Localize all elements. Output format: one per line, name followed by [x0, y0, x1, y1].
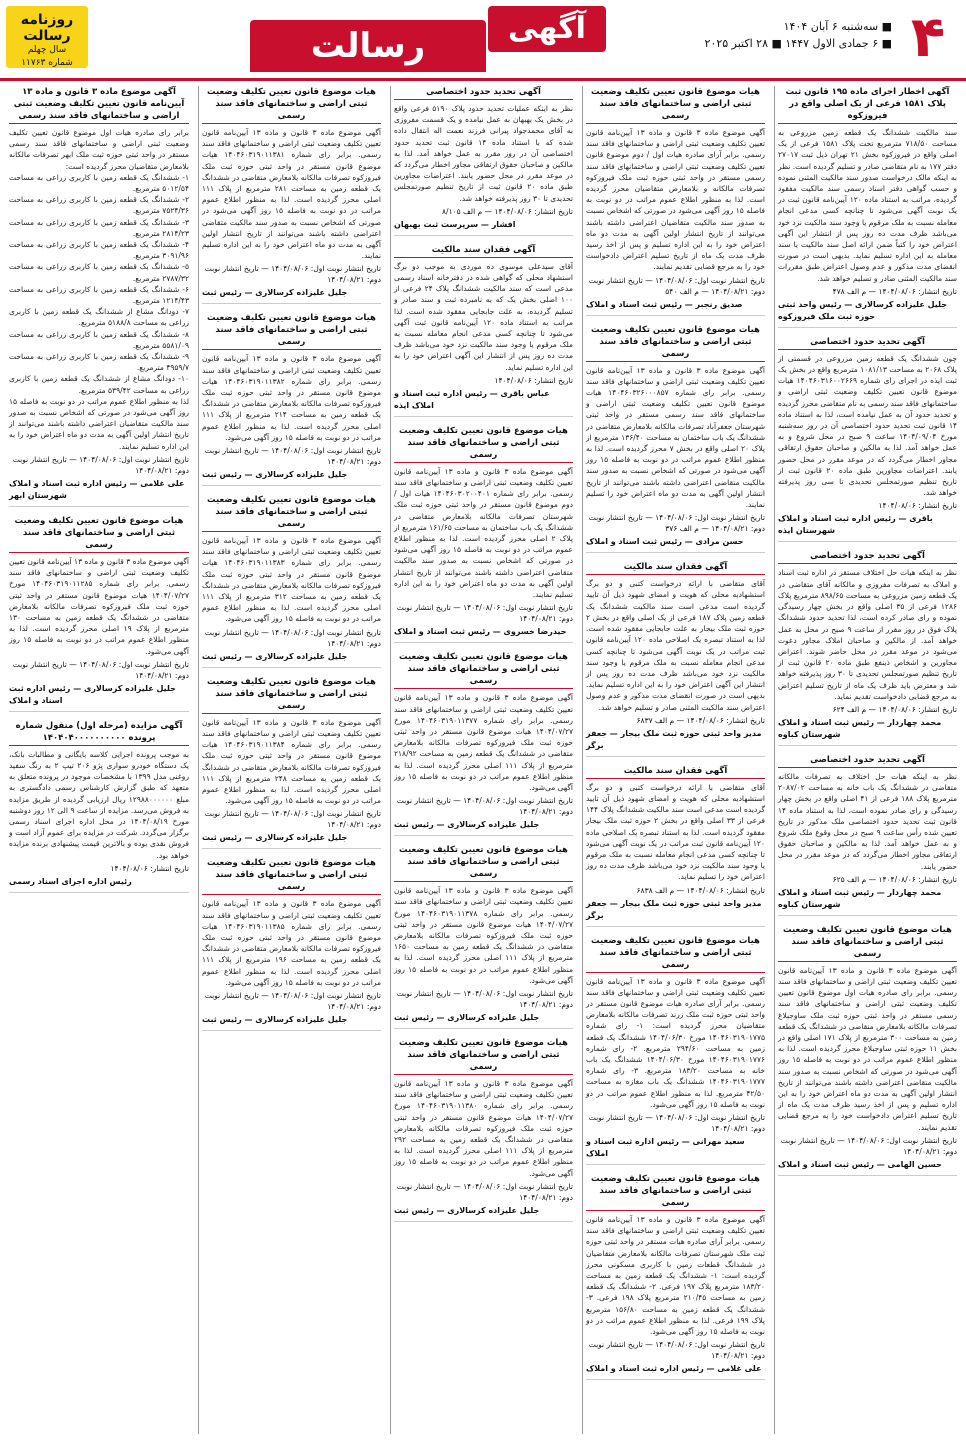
notice-meta: تاریخ انتشار نوبت اول: ۱۴۰۴/۰۸/۰۶ — تاریخ انتشار نوبت دوم: ۱۴۰۴/۰۸/۲۱: [396, 1181, 573, 1202]
notice-signature: جلیل علیزاده کرسالاری — رئیس ثبت: [202, 833, 348, 843]
notice-meta: تاریخ انتشار: ۱۴۰۴/۰۸/۰۶ — م الف ۸/۱۰۵: [442, 206, 573, 216]
legal-notice: [199, 857, 382, 1031]
notice-body: آگهی موضوع ماده ۳ قانون و ماده ۱۳ آیین‌نامه قانون تعیین تکلیف وضعیت ثبتی اراضی و ساختمانهای فاقد سند رسمی. برابر رای شماره ۱۴۰۴۶۰۳۱۹۰۱۱۲۸۵ مورخ ۱۴۰۴/۰۷/۲۷ هیات موضوع قانون مستقر در واحد ثبتی حوزه ثبت ملک فیروزکوه تصرفات مالکانه بلامعارض متقاضی در ششدانگ یک قطعه زمین به مساحت ۱۳۰ مترمربع از پلاک ۱۹ اصلی محرز گردیده است. لذا به منظور اطلاع عموم مراتب در دو نوبت به فاصله ۱۵ روز آگهی می‌شود.: [6, 556, 190, 656]
notice-title: آگهی موضوع ماده ۳ قانون و ماده ۱۳ آیین‌نامه قانون تعیین تکلیف وضعیت ثبتی اراضی و ساختمانهای فاقد سند رسمی: [9, 86, 189, 124]
notice-title: آگهی مزایده (مرحله اول) منقول شماره پرونده ۱۴۰۴۰۴۰۰۰۰۰۰۰۰۰۰: [9, 720, 189, 746]
issue-small-logo: روزنامه رسالت: [20, 12, 74, 44]
notice-signature: سعید مهرانی — رئیس اداره ثبت اسناد و املاک: [586, 1136, 745, 1158]
legal-notice: [199, 676, 382, 850]
notice-title: آگهی فقدان سند مالکیت: [586, 561, 765, 575]
date-line-2: ■ ۶ جمادی الاول ۱۴۴۷ ■ ۲۸ اکتبر ۲۰۲۵: [704, 37, 892, 50]
issue-year: سال چهلم: [27, 45, 67, 55]
legal-notice: [391, 86, 573, 236]
legal-notice: [199, 86, 382, 304]
notice-signature: جلیل علیزاده کرسالاری — رئیس اداره ثبت اسناد و املاک: [9, 683, 176, 705]
notice-signature: جلیل علیزاده کرسالاری — رئیس ثبت: [202, 651, 348, 661]
notice-meta: تاریخ انتشار: ۱۴۰۴/۰۸/۰۶ — م الف ۶۸۳۸: [636, 885, 765, 895]
notice-signature: رئیس اداره اجرای اسناد رسمی: [9, 876, 132, 886]
notice-title: هیات موضوع قانون تعیین تکلیف وضعیت ثبتی اراضی و ساختمانهای فاقد سند رسمی: [202, 86, 381, 124]
notice-meta: تاریخ انتشار: ۱۴۰۴/۰۸/۰۶: [494, 375, 573, 385]
notice-title: آگهی تحدید حدود اختصاصی: [778, 336, 957, 350]
notice-columns: [6, 86, 960, 1434]
legal-notice: [775, 924, 958, 1176]
notice-signature: افشار — سرپرست ثبت بهبهان: [394, 219, 516, 229]
notice-title: آگهی فقدان سند مالکیت: [586, 765, 765, 779]
notice-signature: جلیل علیزاده کرسالاری — رئیس ثبت: [202, 1014, 348, 1024]
notice-body: برابر رای صادره هیات اول موضوع قانون تعیین تکلیف وضعیت ثبتی اراضی و ساختمانهای فاقد سند رسمی مستقر در واحد ثبتی حوزه ثبت ملک ابهر تصرفات مالکانه بلامعارض متقاضیان محرز گردیده است: ۱- ششدانگ یک قطعه زمین با کاربری زراعی به مساحت ۵۰۱۲/۵۴ مترمربع. ۲- ششدانگ یک قطعه زمین با کاربری زراعی به مساحت ۷۵۲۴/۳۶ مترمربع. ۳- ششدانگ یک قطعه زمین با کاربری زراعی به مساحت ۲۸۱۴/۲۳ مترمربع. ۴- ششدانگ یک قطعه زمین با کاربری زراعی به مساحت ۳۰۹۱/۹۶ مترمربع. ۵- ششدانگ یک قطعه زمین با کاربری زراعی به مساحت ۲۷۸۷/۳۲ مترمربع. ۶- ششدانگ یک قطعه زمین با کاربری زراعی به مساحت ۱۲۱۴/۴۳ مترمربع. ۷- دودانگ مشاع از ششدانگ یک قطعه زمین با کاربری زراعی به مساحت ۵۱۸۸/۸ مترمربع. ۸- ششدانگ یک قطعه زمین با کاربری زراعی به مساحت ۵۵۸۱/۰۹ مترمربع. ۹- ششدانگ یک قطعه زمین با کاربری زراعی به مساحت ۴۹۵۹/۷ مترمربع. ۱۰- دودانگ مشاع از ششدانگ یک قطعه زمین با کاربری زراعی به مساحت ۵۳۹/۴۲ مترمربع. لذا به منظور اطلاع عموم مراتب در دو نوبت به فاصله ۱۵ روز آگهی می‌شود در صورتی که اشخاص نسبت به صدور سند مالکیت متقاضیان اعتراضی داشته باشند می‌توانند از تاریخ انتشار اولین آگهی به مدت دو ماه اعتراض خود را به این اداره تسلیم نمایند.: [9, 128, 190, 451]
notice-column: [582, 86, 768, 1434]
notice-title: هیات موضوع قانون تعیین تکلیف وضعیت ثبتی اراضی و ساختمانهای فاقد سند رسمی: [586, 86, 765, 124]
notice-meta: تاریخ انتشار نوبت اول: ۱۴۰۴/۰۸/۰۶ — تاریخ انتشار نوبت دوم: ۱۴۰۴/۰۸/۲۱ — م الف ۵۴۰: [588, 275, 765, 296]
notice-signature: حیدرضا خسروی — رئیس ثبت اسناد و املاک: [394, 627, 567, 637]
notice-signature: مدیر واحد ثبتی حوزه ثبت ملک بیجار — جعفر برگر: [586, 898, 762, 920]
legal-notice: [9, 86, 189, 507]
notice-body: آگهی موضوع ماده ۳ قانون و ماده ۱۳ آیین‌نامه قانون تعیین تکلیف وضعیت ثبتی اراضی و ساختمانهای فاقد سند رسمی. برابر رای شماره ۱۴۰۴۶۰۳۱۹۰۱۱۳۸۳ هیات موضوع قانون مستقر در واحد ثبتی حوزه ثبت ملک فیروزکوه تصرفات مالکانه بلامعارض متقاضی در ششدانگ یک قطعه زمین به مساحت ۳۱۲ مترمربع از پلاک ۱۱۱ اصلی محرز گردیده است. لذا به منظور اطلاع عموم مراتب در دو نوبت به فاصله ۱۵ روز آگهی می‌شود.: [199, 536, 382, 624]
notice-body: آگهی موضوع ماده ۳ قانون و ماده ۱۳ آیین‌نامه قانون تعیین تکلیف وضعیت ثبتی اراضی و ساختمانهای فاقد سند رسمی. برابر رای شماره ۱۴۰۴۶۰۳۱۹۰۱۱۳۷۷ مورخ ۱۴۰۴/۰۷/۲۷ هیات موضوع قانون مستقر در واحد ثبتی حوزه ثبت ملک فیروزکوه تصرفات مالکانه بلامعارض متقاضی در ششدانگ یک قطعه زمین به مساحت ۲۱۸/۹۲ مترمربع از پلاک ۱۱۱ اصلی محرز گردیده است. لذا به منظور اطلاع عموم مراتب در دو نوبت به فاصله ۱۵ روز آگهی می‌شود.: [391, 693, 574, 792]
date-line-1: ■ سه‌شنبه ۶ آبان ۱۴۰۴: [783, 20, 892, 33]
notice-signature: جلیل علیزاده کرسالاری — رئیس ثبت: [202, 288, 348, 298]
legal-notice: [775, 86, 958, 328]
notice-column: [774, 86, 960, 1434]
notice-meta: تاریخ انتشار نوبت اول: ۱۴۰۴/۰۸/۰۶ — تاریخ انتشار نوبت دوم: ۱۴۰۴/۰۸/۲۱: [12, 659, 189, 680]
notice-body: آگهی موضوع ماده ۳ قانون و ماده ۱۳ آیین‌نامه قانون تعیین تکلیف وضعیت ثبتی اراضی و ساختمانهای فاقد سند رسمی. برابر رای صادره هیات اول موضوع قانون تعیین تکلیف وضعیت ثبتی اراضی و ساختمانهای فاقد سند رسمی مستقر در واحد ثبتی حوزه ثبت ملک ساوجبلاغ تصرفات مالکانه بلامعارض متقاضی در ششدانگ یک قطعه زمین به مساحت ۳۰۰ مترمربع از پلاک ۱۷۱ اصلی واقع در بخش ۱۱ حوزه ثبتی ساوجبلاغ محرز گردیده است. لذا به منظور اطلاع عموم مراتب در دو نوبت به فاصله ۱۵ روز آگهی می‌شود در صورتی که اشخاص نسبت به صدور سند مالکیت متقاضی اعتراضی داشته باشند می‌توانند از تاریخ انتشار اولین آگهی به مدت دو ماه اعتراض خود را به این اداره تسلیم و پس از اخذ رسید ظرف مدت یک ماه از تاریخ تسلیم اعتراض دادخواست خود را به مرجع قضایی تقدیم نمایند.: [775, 965, 958, 1132]
notice-meta: تاریخ انتشار: ۱۴۰۴/۰۸/۰۶ — م الف ۶۲۵: [832, 874, 957, 884]
legal-notice: [775, 754, 958, 916]
notice-signature: حسین الهامی — رئیس ثبت اسناد و املاک: [778, 1159, 942, 1169]
notice-meta: تاریخ انتشار: ۱۴۰۴/۰۸/۰۶: [878, 501, 957, 511]
notice-column: [198, 86, 384, 1434]
notice-title: هیات موضوع قانون تعیین تکلیف وضعیت ثبتی اراضی و ساختمانهای فاقد سند رسمی: [586, 935, 765, 973]
notice-meta: تاریخ انتشار نوبت اول: ۱۴۰۴/۰۸/۰۶ — تاریخ انتشار نوبت دوم: ۱۴۰۴/۰۸/۲۱: [204, 446, 381, 467]
notice-title: آگهی تحدید حدود اختصاصی: [394, 86, 573, 100]
legal-notice: [583, 1173, 765, 1380]
notice-meta: تاریخ انتشار: ۱۴۰۴/۰۸/۰۶ — م الف ۶۲۴: [832, 704, 957, 714]
notice-body: آگهی موضوع ماده ۳ قانون و ماده ۱۳ آیین‌نامه قانون تعیین تکلیف وضعیت ثبتی اراضی و ساختمانهای فاقد سند رسمی. برابر رای شماره ۱۴۰۴۶۰۳۲۶۰۰۰۸۵۷ هیات موضوع قانون تعیین تکلیف وضعیت ثبتی اراضی و ساختمانهای فاقد سند رسمی مستقر در واحد ثبتی شهرستان جعفرآباد تصرفات مالکانه بلامعارض متقاضی در ششدانگ یک باب ساختمان به مساحت ۱۳۶/۴۰ مترمربع از پلاک ۲۰ اصلی واقع در بخش ۷ محرز گردیده است. لذا به منظور اطلاع عموم مراتب در دو نوبت به فاصله ۱۵ روز آگهی می‌شود در صورتی که اشخاص نسبت به صدور سند مالکیت متقاضی اعتراضی داشته باشند می‌توانند از تاریخ انتشار اولین آگهی به مدت دو ماه اعتراض خود را تسلیم نمایند.: [583, 365, 766, 510]
notice-meta: تاریخ انتشار نوبت اول: ۱۴۰۴/۰۸/۰۶ — تاریخ انتشار نوبت دوم: ۱۴۰۴/۰۸/۲۱: [204, 990, 381, 1011]
notice-meta: تاریخ انتشار نوبت اول: ۱۴۰۴/۰۸/۰۶ — تاریخ انتشار نوبت دوم: ۱۴۰۴/۰۸/۲۱: [396, 796, 573, 817]
notice-signature: علی غلامی — رئیس اداره ثبت اسناد و املاک: [586, 1364, 762, 1374]
legal-notice: [391, 244, 573, 417]
notice-meta: تاریخ انتشار: ۱۴۰۴/۰۸/۰۶ — م الف ۴۷۸: [832, 286, 957, 296]
notice-meta: تاریخ انتشار: ۱۴۰۴/۰۸/۰۶ — م الف ۶۸۳۷: [636, 715, 765, 725]
notice-title: هیات موضوع قانون تعیین تکلیف وضعیت ثبتی اراضی و ساختمانهای فاقد سند رسمی: [202, 857, 381, 895]
notice-signature: جلیل علیزاده کرسالاری — رئیس ثبت: [394, 1205, 540, 1215]
notice-title: هیات موضوع قانون تعیین تکلیف وضعیت ثبتی اراضی و ساختمانهای فاقد سند رسمی: [9, 515, 189, 553]
notice-title: هیات موضوع قانون تعیین تکلیف وضعیت ثبتی اراضی و ساختمانهای فاقد سند رسمی: [394, 844, 573, 882]
notice-title: هیات موضوع قانون تعیین تکلیف وضعیت ثبتی اراضی و ساختمانهای فاقد سند رسمی: [586, 324, 765, 362]
notice-body: آقای متقاضی با ارائه درخواست کتبی و دو برگ استشهادیه محلی که هویت و امضای شهود ذیل آن تایید گردیده است مدعی است سند مالکیت ششدانگ پلاک ۱۴۴ فرعی از ۳۳ اصلی واقع در بخش ۲ حوزه ثبت ملک بیجار مفقود گردیده است. لذا به استناد تبصره یک اصلاحی ماده ۱۲۰ آیین‌نامه قانون ثبت مراتب در یک نوبت آگهی می‌شود تا چنانچه کسی مدعی انجام معامله نسبت به ملک مرقوم یا وجود سند مالکیت نزد خود می‌باشد ظرف مدت ده روز اعتراض خود را تسلیم نماید.: [583, 782, 765, 882]
notice-signature: حسن مرادی — رئیس ثبت اسناد و املاک: [586, 537, 744, 547]
legal-notice: [6, 720, 190, 893]
notice-signature: محمد چهاردار — رئیس ثبت اسناد و املاک شهرستان کباوه: [778, 717, 942, 739]
notice-signature: عباس باقری — رئیس اداره ثبت اسناد و املاک ایذه: [394, 388, 550, 410]
legal-notice: [775, 336, 957, 543]
legal-notice: [391, 1037, 574, 1222]
issue-number: شماره ۱۱۷۶۳: [21, 58, 73, 68]
notice-signature: مدیر واحد ثبتی حوزه ثبت ملک بیجار — جعفر برگر: [586, 728, 762, 750]
notice-meta: تاریخ انتشار نوبت اول: ۱۴۰۴/۰۸/۰۶ — تاریخ انتشار نوبت دوم: ۱۴۰۴/۰۸/۲۱: [204, 627, 381, 648]
notice-meta: تاریخ انتشار نوبت اول: ۱۴۰۴/۰۸/۰۶ — تاریخ انتشار نوبت دوم: ۱۴۰۴/۰۸/۲۱: [204, 809, 381, 830]
notice-body: آقای متقاضی با ارائه درخواست کتبی و دو برگ استشهادیه محلی که هویت و امضای شهود ذیل آن تایید گردیده است مدعی است سند مالکیت ششدانگ یک قطعه زمین پلاک ۱۸۷ فرعی از یک اصلی واقع در بخش ۲ حوزه ثبت ملک بیجار به علت جابجایی مفقود شده است. لذا به استناد تبصره یک اصلاحی ماده ۱۲۰ آیین‌نامه قانون ثبت مراتب در یک نوبت آگهی می‌شود تا چنانچه کسی مدعی انجام معامله نسبت به ملک مرقوم یا وجود سند مالکیت نزد خود می‌باشد ظرف مدت ده روز پس از انتشار این آگهی اعتراض خود را به این اداره تسلیم نماید. بدیهی است در صورت انقضای مدت مذکور و عدم وصول اعتراض سند مالکیت المثنی صادر و تسلیم خواهد شد.: [583, 579, 765, 712]
notice-body: آگهی موضوع ماده ۳ قانون و ماده ۱۳ آیین‌نامه قانون تعیین تکلیف وضعیت ثبتی اراضی و ساختمانهای فاقد سند رسمی. برابر رای شماره ۱۴۰۴۶۰۳۱۹۰۱۱۳۷۸ مورخ ۱۴۰۴/۰۷/۲۷ هیات موضوع قانون مستقر در واحد ثبتی حوزه ثبت ملک فیروزکوه تصرفات مالکانه بلامعارض متقاضی در ششدانگ یک قطعه زمین به مساحت ۱۶۵۰ مترمربع از پلاک ۱۱۱ اصلی محرز گردیده است. لذا به منظور اطلاع عموم مراتب در دو نوبت به فاصله ۱۵ روز آگهی می‌شود.: [391, 886, 574, 985]
notice-meta: تاریخ انتشار نوبت اول: ۱۴۰۴/۰۸/۰۶ — تاریخ انتشار نوبت دوم: ۱۴۰۴/۰۸/۲۱: [396, 603, 573, 624]
notice-title: آگهی اخطار اجرای ماده ۱۹۵ قانون ثبت پلاک ۱۵۸۱ فرعی از یک اصلی واقع در فیروزکوه: [778, 86, 957, 124]
legal-notice: [583, 935, 766, 1165]
notice-meta: تاریخ انتشار نوبت اول: ۱۴۰۴/۰۸/۰۶ — تاریخ انتشار نوبت دوم: ۱۴۰۴/۰۸/۲۱: [396, 988, 573, 1009]
notice-signature: جلیل علیزاده کرسالاری — رئیس واحد ثبتی حوزه ثبت ملک فیروزکوه: [778, 299, 947, 321]
brand-logo: رسالت: [250, 20, 486, 72]
section-label: آگهی: [488, 6, 606, 52]
notice-body: آگهی موضوع ماده ۳ قانون و ماده ۱۳ آیین‌نامه قانون تعیین تکلیف وضعیت ثبتی اراضی و ساختمانهای فاقد سند رسمی. برابر آرای صادره هیات اول / دوم موضوع قانون تعیین تکلیف وضعیت ثبتی اراضی و ساختمانهای فاقد سند رسمی مستقر در واحد ثبتی حوزه ثبت ملک فیروزکوه تصرفات مالکانه و بلامعارض متقاضیان محرز گردیده است. لذا به منظور اطلاع عموم مراتب در دو نوبت به فاصله ۱۵ روز آگهی می‌شود در صورتی که اشخاص نسبت به صدور سند مالکیت متقاضیان اعتراضی داشته باشند می‌توانند از تاریخ انتشار اولین آگهی به مدت دو ماه اعتراض خود را به این اداره تسلیم و پس از اخذ رسید ظرف مدت یک ماه از تاریخ تسلیم اعتراض دادخواست خود را به مرجع قضایی تقدیم نمایند.: [583, 128, 765, 272]
notice-title: آگهی تحدید حدود اختصاصی: [778, 550, 957, 564]
masthead: [0, 0, 966, 81]
notice-body: نظر به اینکه هیات حل اختلاف به تصرفات مالکانه متقاضی در ششدانگ یک باب خانه به مساحت ۲۰۸۷/۰۲ مترمربع پلاک ۱۸۸ فرعی از ۴۱ اصلی واقع در بخش چهار رسیدگی و رای صادر نموده است، لذا به استناد ماده ۱۴ قانون ثبت تحدید حدود اختصاصی ملک مذکور در تاریخ تعیین شده رأس ساعت ۹ صبح در محل وقوع ملک شروع و به عمل خواهد آمد. لذا به مالکین و صاحبان حقوق ارتفاقی مجاور اخطار می‌گردد که در موعد مقرر در محل حضور یابند.: [775, 771, 958, 871]
legal-notice: [391, 844, 574, 1029]
notice-body: آگهی موضوع ماده ۳ قانون و ماده ۱۳ آیین‌نامه قانون تعیین تکلیف وضعیت ثبتی اراضی و ساختمانهای فاقد سند رسمی. برابر آرای صادره هیات موضوع قانون مستقر در واحد ثبتی حوزه ثبت ملک زرند تصرفات مالکانه بلامعارض متقاضیان محرز گردیده است: ۱- رای شماره ۱۴۰۴۶۰۳۱۹۰۱۷۷۵ مورخ ۱۴۰۴/۰۶/۳۰ ششدانگ یک قطعه زمین به مساحت ۲۹۴/۶۰ مترمربع. ۲- رای شماره ۱۴۰۴۶۰۳۱۹۰۱۷۷۶ مورخ ۱۴۰۴/۰۶/۳۰ ششدانگ یک باب خانه به مساحت ۱۸۳/۲۰ مترمربع. ۳- رای شماره ۱۴۰۴۶۰۳۱۹۰۱۷۷۷ ششدانگ یک باب مغازه به مساحت ۴۲/۵۰ مترمربع. لذا به منظور اطلاع عموم مراتب در دو نوبت به فاصله ۱۵ روز آگهی می‌شود.: [583, 976, 766, 1109]
notice-body: آگهی موضوع ماده ۳ قانون و ماده ۱۳ آیین‌نامه قانون تعیین تکلیف وضعیت ثبتی اراضی و ساختمانهای فاقد سند رسمی. برابر رای شماره ۱۴۰۴۶۰۳۱۹۰۱۱۳۸۴ هیات موضوع قانون مستقر در واحد ثبتی حوزه ثبت ملک فیروزکوه تصرفات مالکانه بلامعارض متقاضی در ششدانگ یک قطعه زمین به مساحت ۲۴۸ مترمربع از پلاک ۱۱۱ اصلی محرز گردیده است. لذا به منظور اطلاع عموم مراتب در دو نوبت به فاصله ۱۵ روز آگهی می‌شود.: [199, 717, 382, 806]
notice-column: [6, 86, 192, 1434]
notice-signature: جلیل علیزاده کرسالاری — رئیس ثبت: [394, 820, 540, 830]
legal-notice: [583, 765, 765, 927]
notice-meta: تاریخ انتشار نوبت اول: ۱۴۰۴/۰۸/۰۶ — تاریخ انتشار نوبت دوم: ۱۴۰۴/۰۸/۲۱: [204, 264, 381, 285]
legal-notice: [775, 550, 958, 745]
notice-body: به موجب پرونده اجرایی کلاسه بایگانی و مطالبات بانک، یک دستگاه خودرو سواری پژو ۲۰۶ تیپ ۲ به رنگ سفید روغنی مدل ۱۳۹۹ با مشخصات موجود در پرونده متعلق به متعهد که طبق گزارش کارشناس رسمی دادگستری به مبلغ ۱۲۹۸۸۰۰۰۰۰۰ ریال ارزیابی گردیده از طریق مزایده به فروش می‌رسد. مزایده از ساعت ۹ الی ۱۲ روز دوشنبه مورخ ۱۴۰۴/۰۸/۱۹ در محل اداره اجرای اسناد رسمی برگزار می‌گردد. شرکت در مزایده برای عموم آزاد است و فروش نقدی بوده و بالاترین قیمت پیشنهادی برنده مزایده خواهد بود.: [6, 749, 190, 860]
notice-signature: علی غلامی — رئیس اداره ثبت اسناد و املاک شهرستان ابهر: [9, 478, 185, 500]
notice-signature: جلیل علیزاده کرسالاری — رئیس ثبت: [394, 1012, 540, 1022]
notice-signature: جلیل علیزاده کرسالاری — رئیس ثبت: [202, 470, 348, 480]
legal-notice: [199, 494, 382, 668]
notice-body: آگهی موضوع ماده ۳ قانون و ماده ۱۳ آیین‌نامه قانون تعیین تکلیف وضعیت ثبتی اراضی و ساختمانهای فاقد سند رسمی. برابر آرای صادره هیات مستقر در واحد ثبتی حوزه ثبت ملک شهرستان تصرفات مالکانه بلامعارض متقاضیان در ششدانگ قطعات زمین با کاربری مسکونی محرز گردیده است: ۱- ششدانگ یک قطعه زمین به مساحت ۱۸۳/۲۰ مترمربع پلاک ۱۹۷ فرعی. ۲- ششدانگ یک قطعه زمین به مساحت ۲۱۰/۴۵ مترمربع پلاک ۱۹۸ فرعی. ۳- ششدانگ یک قطعه زمین به مساحت ۱۵۶/۸۰ مترمربع پلاک ۱۹۹ فرعی. لذا به منظور اطلاع عموم مراتب در دو نوبت به فاصله ۱۵ روز آگهی می‌شود.: [583, 1214, 765, 1337]
legal-notice: [391, 651, 574, 836]
notice-title: هیات موضوع قانون تعیین تکلیف وضعیت ثبتی اراضی و ساختمانهای فاقد سند رسمی: [202, 312, 381, 350]
notice-title: هیات موضوع قانون تعیین تکلیف وضعیت ثبتی اراضی و ساختمانهای فاقد سند رسمی: [394, 425, 573, 463]
notice-body: سند مالکیت ششدانگ یک قطعه زمین مزروعی به مساحت ۷۱۸/۵۰ مترمربع تحت پلاک ۱۵۸۱ فرعی از یک اصلی واقع در فیروزکوه بخش ۲۱ تهران ذیل ثبت ۲۷۰۱۷ دفتر ۱۷۷ به نام متقاضی صادر و تسلیم گردیده است. نظر به اینکه مالک درخواست صدور سند مالکیت المثنی نموده و حسب گواهی دفتر اسناد رسمی سند مالکیت مفقود گردیده، مراتب به استناد ماده ۱۲۰ آیین‌نامه قانون ثبت در یک نوبت آگهی می‌شود تا چنانچه کسی مدعی انجام معامله نسبت به ملک مرقوم یا وجود سند مالکیت نزد خود می‌باشد ظرف مدت ده روز پس از انتشار این آگهی اعتراض خود را کتباً ضمن ارائه اصل سند مالکیت یا سند معامله به این اداره تسلیم نماید. بدیهی است در صورت انقضای مدت مذکور و عدم وصول اعتراض طبق مقررات سند مالکیت المثنی صادر و تسلیم خواهد شد.: [775, 128, 958, 283]
issue-info-box: [6, 6, 88, 68]
notice-meta: تاریخ انتشار نوبت اول: ۱۴۰۴/۰۸/۰۶ — تاریخ انتشار نوبت دوم: ۱۴۰۴/۰۸/۲۱ — م الف ۳۷۶: [588, 513, 765, 534]
notice-body: چون ششدانگ یک قطعه زمین مزروعی در قسمتی از پلاک ۲۰۶۸ به مساحت ۱۰۸۱/۱۳ مترمربع واقع در بخش یک ثبت ایذه در اجرای رای شماره ۱۴۰۴۶۰۳۱۶۰۰۲۶۶۹ هیات موضوع قانون تعیین تکلیف وضعیت ثبتی اراضی و ساختمانهای فاقد سند رسمی به نام متقاضی محرز گردیده و تحدید حدود آن به عمل نیامده است، لذا به استناد ماده ۱۴ قانون ثبت تحدید حدود اختصاصی آن در روز سه‌شنبه مورخ ۱۴۰۴/۰۹/۰۴ ساعت ۹ صبح در محل شروع و به عمل خواهد آمد. لذا به مالکین و صاحبان حقوق ارتفاقی مجاور اخطار می‌گردد که در موعد مقرر در محل حضور یابند. اعتراضات مجاورین طبق ماده ۲۰ قانون ثبت از تاریخ تنظیم صورتمجلس تحدیدی تا سی روز پذیرفته خواهد شد.: [775, 353, 957, 498]
notice-signature: محمد چهاردار — رئیس ثبت اسناد و املاک شهرستان کباوه: [778, 887, 942, 909]
notice-signature: صدیق رنجبر — رئیس ثبت اسناد و املاک: [586, 299, 743, 309]
notice-title: آگهی تحدید حدود اختصاصی: [778, 754, 957, 768]
notice-title: آگهی فقدان سند مالکیت: [394, 244, 573, 258]
notice-title: هیات موضوع قانون تعیین تکلیف وضعیت ثبتی اراضی و ساختمانهای فاقد سند رسمی: [202, 676, 381, 714]
notice-body: آگهی موضوع ماده ۳ قانون و ماده ۱۳ آیین‌نامه قانون تعیین تکلیف وضعیت ثبتی اراضی و ساختمانهای فاقد سند رسمی. برابر رای شماره ۱۴۰۴۶۰۳۱۹۰۱۱۳۸۵ هیات موضوع قانون مستقر در واحد ثبتی حوزه ثبت ملک فیروزکوه تصرفات مالکانه بلامعارض متقاضی در ششدانگ یک قطعه زمین به مساحت ۱۹۶ مترمربع از پلاک ۱۱۱ اصلی محرز گردیده است. لذا به منظور اطلاع عموم مراتب در دو نوبت به فاصله ۱۵ روز آگهی می‌شود.: [199, 899, 382, 987]
legal-notice: [391, 425, 574, 643]
notice-body: آگهی موضوع ماده ۳ قانون و ماده ۱۳ آیین‌نامه قانون تعیین تکلیف وضعیت ثبتی اراضی و ساختمانهای فاقد سند رسمی. برابر رای شماره ۱۴۰۴۶۰۳۱۹۰۱۱۳۸۲ هیات موضوع قانون مستقر در واحد ثبتی حوزه ثبت ملک فیروزکوه تصرفات مالکانه بلامعارض متقاضی در ششدانگ یک قطعه زمین به مساحت ۲۱۴ مترمربع از پلاک ۱۱۱ اصلی محرز گردیده است. لذا به منظور اطلاع عموم مراتب در دو نوبت به فاصله ۱۵ روز آگهی می‌شود.: [199, 354, 382, 442]
notice-signature: باقری — رئیس اداره ثبت اسناد و املاک شهرستان ایذه: [778, 514, 933, 536]
notice-title: هیات موضوع قانون تعیین تکلیف وضعیت ثبتی اراضی و ساختمانهای فاقد سند رسمی: [394, 1037, 573, 1075]
notice-body: آگهی موضوع ماده ۳ قانون و ماده ۱۳ آیین‌نامه قانون تعیین تکلیف وضعیت ثبتی اراضی و ساختمانهای فاقد سند رسمی. برابر رای شماره ۱۴۰۴۶۰۳۱۹۰۱۱۳۸۱ هیات موضوع قانون مستقر در واحد ثبتی حوزه ثبت ملک فیروزکوه تصرفات مالکانه بلامعارض متقاضی در ششدانگ یک قطعه زمین به مساحت ۲۸۱ مترمربع از پلاک ۱۱۱ اصلی محرز گردیده است. لذا به منظور اطلاع عموم مراتب در دو نوبت به فاصله ۱۵ روز آگهی می‌شود در صورتی که اشخاص نسبت به صدور سند مالکیت متقاضی اعتراضی داشته باشند می‌توانند از تاریخ انتشار اولین آگهی به مدت دو ماه اعتراض خود را به این اداره تسلیم نمایند.: [199, 128, 382, 261]
notice-body: آگهی موضوع ماده ۳ قانون و ماده ۱۳ آیین‌نامه قانون تعیین تکلیف وضعیت ثبتی اراضی و ساختمانهای فاقد سند رسمی. برابر رای شماره ۱۴۰۴۶۰۳۰۲۰۰۴۰۱ هیات اول / دوم موضوع قانون مستقر در واحد ثبتی حوزه ثبت ملک شهرستان تصرفات مالکانه بلامعارض متقاضی در ششدانگ یک باب ساختمان به مساحت ۱۶۱/۶۵ مترمربع از پلاک ۲ اصلی محرز گردیده است. لذا به منظور اطلاع عموم مراتب در دو نوبت به فاصله ۱۵ روز آگهی می‌شود در صورتی که اشخاص نسبت به صدور سند مالکیت متقاضی اعتراضی داشته باشند می‌توانند از تاریخ انتشار اولین آگهی به مدت دو ماه اعتراض خود را به این اداره تسلیم نمایند.: [391, 466, 574, 600]
notice-body: نظر به اینکه عملیات تحدید حدود پلاک ۵۱۹۰ فرعی واقع در بخش یک بهبهان به عمل نیامده و یک قسمت مفروزی به آقای محمدجواد پیرانی فرزند نعمت اله انتقال داده شده که با استناد ماده ۱۴ قانون ثبت تحدید حدود اختصاصی آن در روز مقرر به عمل خواهد آمد. لذا به مالکین و صاحبان حقوق ارتفاقی مجاور اخطار می‌گردد که در موعد مقرر در محل حضور یابند. اعتراضات مجاورین طبق ماده ۲۰ قانون ثبت از تاریخ تنظیم صورتمجلس تحدیدی تا ۳۰ روز پذیرفته خواهد شد.: [391, 104, 573, 203]
notice-title: هیات موضوع قانون تعیین تکلیف وضعیت ثبتی اراضی و ساختمانهای فاقد سند رسمی: [202, 494, 381, 532]
notice-body: آقای سیدعلی موسوی ده موردی به موجب دو برگ استشهاد محلی که گواهی شده در دفترخانه اسناد رسمی مدعی است که سند مالکیت ششدانگ پلاک ۲۴ فرعی از ۱۰۰ اصلی بخش یک که به نامبرده ثبت و سند صادر و تسلیم گردیده، به علت جابجایی مفقود شده است. لذا مراتب به استناد ماده ۱۲۰ آیین‌نامه قانون ثبت آگهی می‌شود تا چنانچه کسی مدعی انجام معامله نسبت به ملک مرقوم یا وجود سند مالکیت نزد خود می‌باشد ظرف مدت ده روز پس از انتشار این آگهی اعتراض خود را به این اداره تسلیم نماید.: [391, 261, 573, 372]
notice-meta: تاریخ انتشار نوبت اول: ۱۴۰۴/۰۸/۰۶ — تاریخ انتشار نوبت دوم: ۱۴۰۴/۰۸/۲۱: [12, 454, 189, 475]
legal-notice: [583, 561, 765, 756]
notice-column: [390, 86, 576, 1434]
legal-notice: [583, 86, 765, 316]
notice-body: آگهی موضوع ماده ۳ قانون و ماده ۱۳ آیین‌نامه قانون تعیین تکلیف وضعیت ثبتی اراضی و ساختمانهای فاقد سند رسمی. برابر رای شماره ۱۴۰۴۶۰۳۱۹۰۱۱۳۸۰ مورخ ۱۴۰۴/۰۷/۲۷ هیات موضوع قانون مستقر در واحد ثبتی حوزه ثبت ملک فیروزکوه تصرفات مالکانه بلامعارض متقاضی در ششدانگ یک قطعه زمین به مساحت ۲۹۲ مترمربع از پلاک ۱۱۱ اصلی محرز گردیده است. لذا به منظور اطلاع عموم مراتب در دو نوبت به فاصله ۱۵ روز آگهی می‌شود.: [391, 1078, 574, 1178]
notice-title: هیات موضوع قانون تعیین تکلیف وضعیت ثبتی اراضی و ساختمانهای فاقد سند رسمی: [778, 924, 957, 962]
notice-meta: تاریخ انتشار: ۱۴۰۴/۰۸/۰۶: [110, 863, 189, 873]
page-number: ۴: [910, 5, 946, 70]
notice-body: نظر به اینکه هیات حل اختلاف مستقر در اداره ثبت اسناد و املاک به تصرفات مفروزی و مالکانه آقای متقاضی در یک قطعه زمین مزروعی به مساحت ۸۹۸/۶۵ مترمربع پلاک ۱۲۸۶ فرعی از ۳۵ اصلی واقع در بخش چهار رسیدگی نموده و رای صادر کرده است، لذا تحدید حدود ششدانگ پلاک فوق در روز مقرر از ساعت ۹ صبح در محل به عمل خواهد آمد. از مالکین و صاحبان املاک مجاور دعوت می‌شود در موعد مقرر در محل حاضر شوند. اعتراض مجاورین و اشخاص ذینفع طبق ماده ۲۰ قانون ثبت از تاریخ تنظیم صورتمجلس تحدیدی تا ۳۰ روز پذیرفته خواهد شد و معترض باید ظرف یک ماه از تاریخ تسلیم اعتراض به مرجع قضایی دادخواست تقدیم نماید.: [775, 568, 958, 701]
notice-meta: تاریخ انتشار نوبت اول: ۱۴۰۴/۰۸/۰۶ — تاریخ انتشار نوبت دوم: ۱۴۰۴/۰۸/۲۱: [588, 1112, 765, 1133]
notice-meta: تاریخ انتشار نوبت اول: ۱۴۰۴/۰۸/۰۶ — تاریخ انتشار نوبت دوم: ۱۴۰۴/۰۸/۲۱: [780, 1135, 957, 1156]
legal-notice: [583, 324, 766, 554]
legal-notice: [199, 312, 382, 486]
notice-meta: تاریخ انتشار نوبت اول: ۱۴۰۴/۰۸/۰۶ — تاریخ انتشار نوبت دوم: ۱۴۰۴/۰۸/۲۱: [588, 1340, 765, 1361]
notice-title: هیات موضوع قانون تعیین تکلیف وضعیت ثبتی اراضی و ساختمانهای فاقد سند رسمی: [586, 1173, 765, 1211]
legal-notice: [6, 515, 190, 712]
publication-dates: [705, 18, 892, 52]
notice-title: هیات موضوع قانون تعیین تکلیف وضعیت ثبتی اراضی و ساختمانهای فاقد سند رسمی: [394, 651, 573, 689]
